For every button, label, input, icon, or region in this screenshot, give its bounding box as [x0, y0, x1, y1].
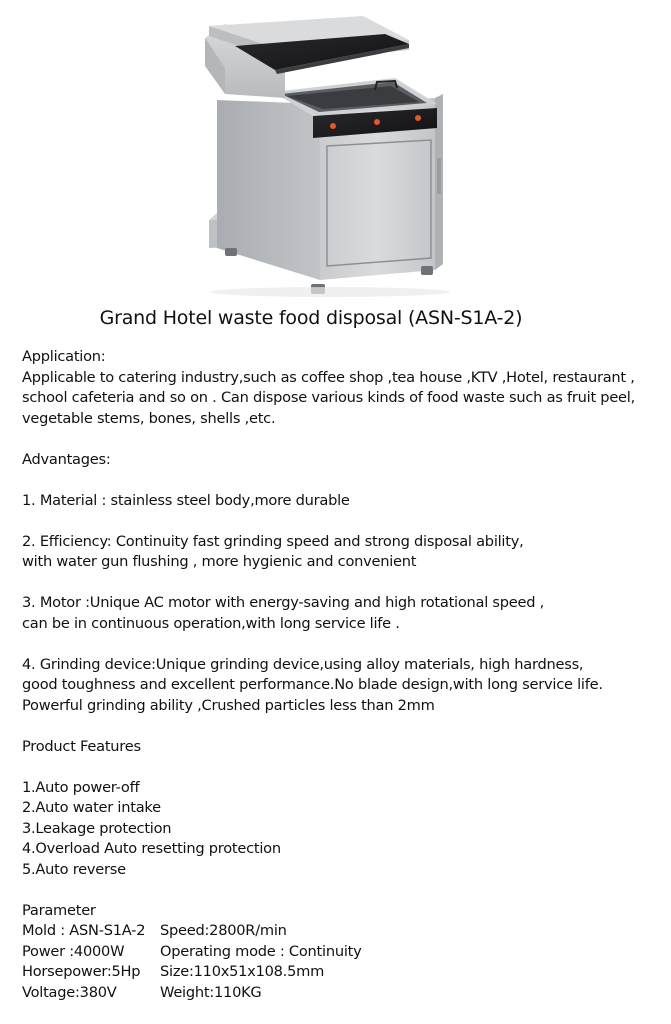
advantage-item: 2. Efficiency: Continuity fast grinding speed and strong disposal ability,: [22, 532, 524, 550]
parameter-value: Weight:110KG: [160, 983, 262, 1001]
advantage-item: 1. Material : stainless steel body,more durable: [22, 491, 350, 509]
parameter-value: Power :4000W: [22, 942, 125, 960]
features-heading: Product Features: [22, 737, 141, 755]
product-title: Grand Hotel waste food disposal (ASN-S1A-2): [99, 307, 523, 329]
feature-item: 1.Auto power-off: [22, 778, 140, 796]
parameter-value: Size:110x51x108.5mm: [160, 963, 325, 980]
parameter-value: Operating mode : Continuity: [160, 942, 362, 960]
description: [22, 347, 662, 1003]
feature-item: 3.Leakage protection: [22, 819, 172, 837]
advantage-item: 3. Motor :Unique AC motor with energy-saving and high rotational speed ,: [22, 594, 545, 611]
knob-icon: [415, 115, 421, 121]
feature-item: 5.Auto reverse: [22, 860, 126, 878]
advantage-item: good toughness and excellent performance.No blade design,with long service life.: [22, 676, 603, 693]
parameter-row: [22, 942, 662, 963]
advantage-item: with water gun flushing , more hygienic and convenient: [22, 553, 417, 570]
parameter-value: Voltage:380V: [22, 983, 117, 1001]
feature-item: 4.Overload Auto resetting protection: [22, 840, 281, 857]
advantage-item: Powerful grinding ability ,Crushed particles less than 2mm: [22, 696, 435, 714]
product-image: [195, 8, 465, 300]
parameter-row: [22, 962, 662, 983]
application-line: school cafeteria and so on . Can dispose various kinds of food waste such as fruit peel,: [22, 389, 635, 406]
parameter-value: Horsepower:5Hp: [22, 963, 141, 980]
parameter-heading: Parameter: [22, 901, 96, 919]
parameter-row: [22, 921, 662, 942]
knob-icon: [374, 119, 380, 125]
knob-icon: [330, 123, 336, 129]
parameter-value: Speed:2800R/min: [160, 922, 287, 939]
application-line: Applicable to catering industry,such as coffee shop ,tea house ,KTV ,Hotel, restaurant ,: [22, 368, 635, 386]
parameter-row: [22, 983, 662, 1004]
parameter-value: Mold : ASN-S1A-2: [22, 922, 146, 939]
advantages-heading: Advantages:: [22, 450, 111, 468]
application-line: vegetable stems, bones, shells ,etc.: [22, 409, 276, 427]
application-heading: Application:: [22, 348, 106, 365]
feature-item: 2.Auto water intake: [22, 799, 161, 816]
advantage-item: 4. Grinding device:Unique grinding device,using alloy materials, high hardness,: [22, 655, 584, 673]
advantage-item: can be in continuous operation,with long service life .: [22, 614, 400, 632]
